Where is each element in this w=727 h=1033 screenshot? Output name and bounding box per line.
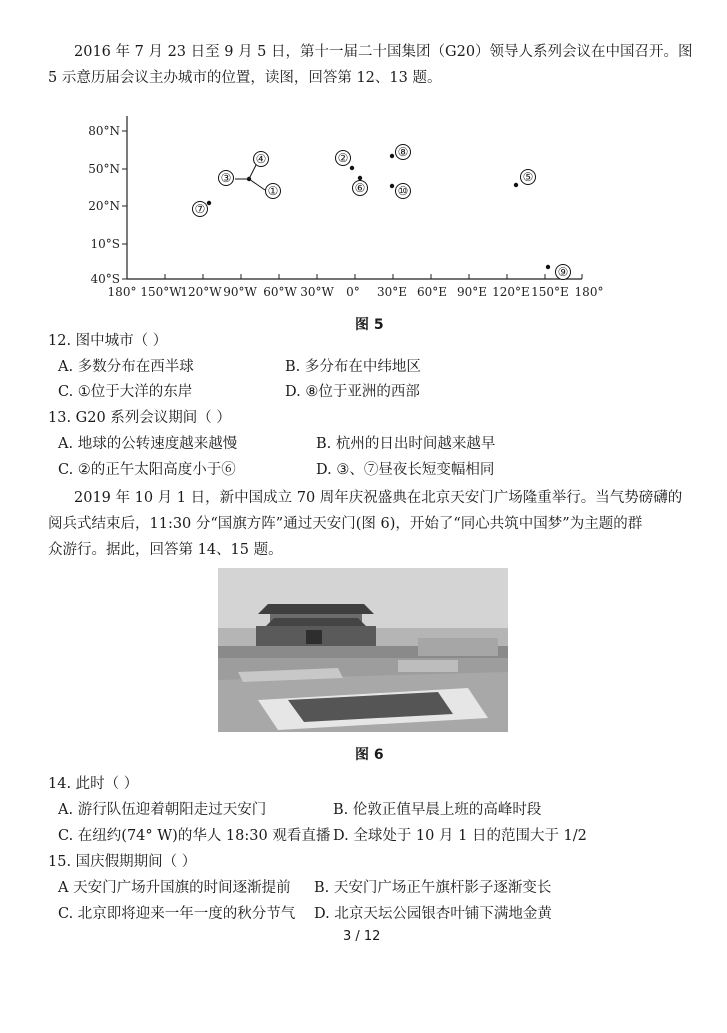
- q15-option-c: C. 北京即将迎来一年一度的秋分节气: [58, 906, 296, 922]
- q12-stem: 12. 图中城市（ ）: [48, 333, 168, 349]
- q14-option-a: A. 游行队伍迎着朝阳走过天安门: [58, 802, 267, 818]
- lat-label: 20°N: [88, 199, 120, 213]
- q13-stem: 13. G20 系列会议期间（ ）: [48, 410, 231, 426]
- lon-label: 150°W: [140, 285, 182, 299]
- q15-option-d: D. 北京天坛公园银杏叶铺下满地金黄: [314, 906, 552, 922]
- q14-option-c: C. 在纽约(74° W)的华人 18:30 观看直播: [58, 828, 331, 844]
- lon-label: 30°E: [376, 285, 408, 299]
- city-point-5: [514, 183, 518, 187]
- intro-parade-line-3: 众游行。据此，回答第 14、15 题。: [48, 542, 283, 558]
- lon-label: 30°W: [300, 285, 334, 299]
- intro-g20-line-2: 5 示意历届会议主办城市的位置，读图，回答第 12、13 题。: [48, 70, 442, 86]
- q13-option-b: B. 杭州的日出时间越来越早: [316, 436, 496, 452]
- q12-option-b: B. 多分布在中纬地区: [285, 359, 421, 375]
- city-marker-10: ⑩: [397, 184, 409, 198]
- q12-option-a: A. 多数分布在西半球: [58, 359, 194, 375]
- q15-option-a: A 天安门广场升国旗的时间逐渐提前: [58, 880, 291, 896]
- q15-stem: 15. 国庆假期期间（ ）: [48, 854, 197, 870]
- q15-option-b: B. 天安门广场正午旗杆影子逐渐变长: [314, 880, 552, 896]
- lon-label: 0°: [346, 285, 360, 299]
- lon-label: 90°E: [456, 285, 488, 299]
- lon-label: 180°: [107, 285, 137, 299]
- q14-option-d: D. 全球处于 10 月 1 日的范围大于 1/2: [333, 828, 587, 844]
- city-point-2: [350, 166, 354, 170]
- lon-label: 180°: [574, 285, 604, 299]
- city-point-7: [207, 201, 211, 205]
- q13-option-d: D. ③、⑦昼夜长短变幅相同: [316, 462, 495, 478]
- city-point-8: [390, 154, 394, 158]
- q12-option-d: D. ⑧位于亚洲的西部: [285, 384, 420, 400]
- page-number: 3 / 12: [343, 929, 381, 944]
- lon-label: 90°W: [223, 285, 257, 299]
- q14-stem: 14. 此时（ ）: [48, 776, 139, 792]
- q12-option-c: C. ①位于大洋的东岸: [58, 384, 193, 400]
- city-marker-5: ⑤: [522, 170, 534, 184]
- q14-option-b: B. 伦敦正值早晨上班的高峰时段: [333, 802, 542, 818]
- figure-5-caption: 图 5: [355, 317, 384, 333]
- tiananmen-photo: [218, 568, 508, 732]
- city-point-6: [358, 176, 362, 180]
- city-marker-7: ⑦: [194, 202, 206, 216]
- city-marker-4: ④: [255, 152, 267, 166]
- lon-label: 60°W: [263, 285, 297, 299]
- q13-option-a: A. 地球的公转速度越来越慢: [58, 436, 238, 452]
- city-marker-3: ③: [220, 171, 232, 185]
- city-marker-6: ⑥: [354, 181, 366, 195]
- intro-parade-line-2: 阅兵式结束后，11:30 分“国旗方阵”通过天安门(图 6)，开始了“同心共筑中国梦”为主题的群: [48, 516, 643, 532]
- lat-label: 50°N: [88, 162, 120, 176]
- city-point-9: [546, 265, 550, 269]
- intro-parade-line-1: 2019 年 10 月 1 日，新中国成立 70 周年庆祝盛典在北京天安门广场隆重举行。当气势磅礴的: [74, 490, 683, 506]
- g20-city-map: [0, 108, 727, 308]
- lon-label: 120°W: [180, 285, 222, 299]
- city-marker-9: ⑨: [557, 265, 569, 279]
- lat-label: 40°S: [90, 272, 120, 286]
- city-marker-8: ⑧: [397, 145, 409, 159]
- figure-6-caption: 图 6: [355, 747, 384, 763]
- q13-option-c: C. ②的正午太阳高度小于⑥: [58, 462, 236, 478]
- lat-label: 10°S: [90, 237, 120, 251]
- map-svg: [0, 108, 727, 308]
- lon-label: 120°E: [492, 285, 530, 299]
- city-marker-2: ②: [337, 151, 349, 165]
- lon-label: 150°E: [531, 285, 569, 299]
- city-marker-1: ①: [267, 184, 279, 198]
- lat-label: 80°N: [88, 124, 120, 138]
- intro-g20-line-1: 2016 年 7 月 23 日至 9 月 5 日，第十一届二十国集团（G20）领导人系列会议在中国召开。图: [74, 44, 693, 60]
- lon-label: 60°E: [416, 285, 448, 299]
- city-point-10: [390, 184, 394, 188]
